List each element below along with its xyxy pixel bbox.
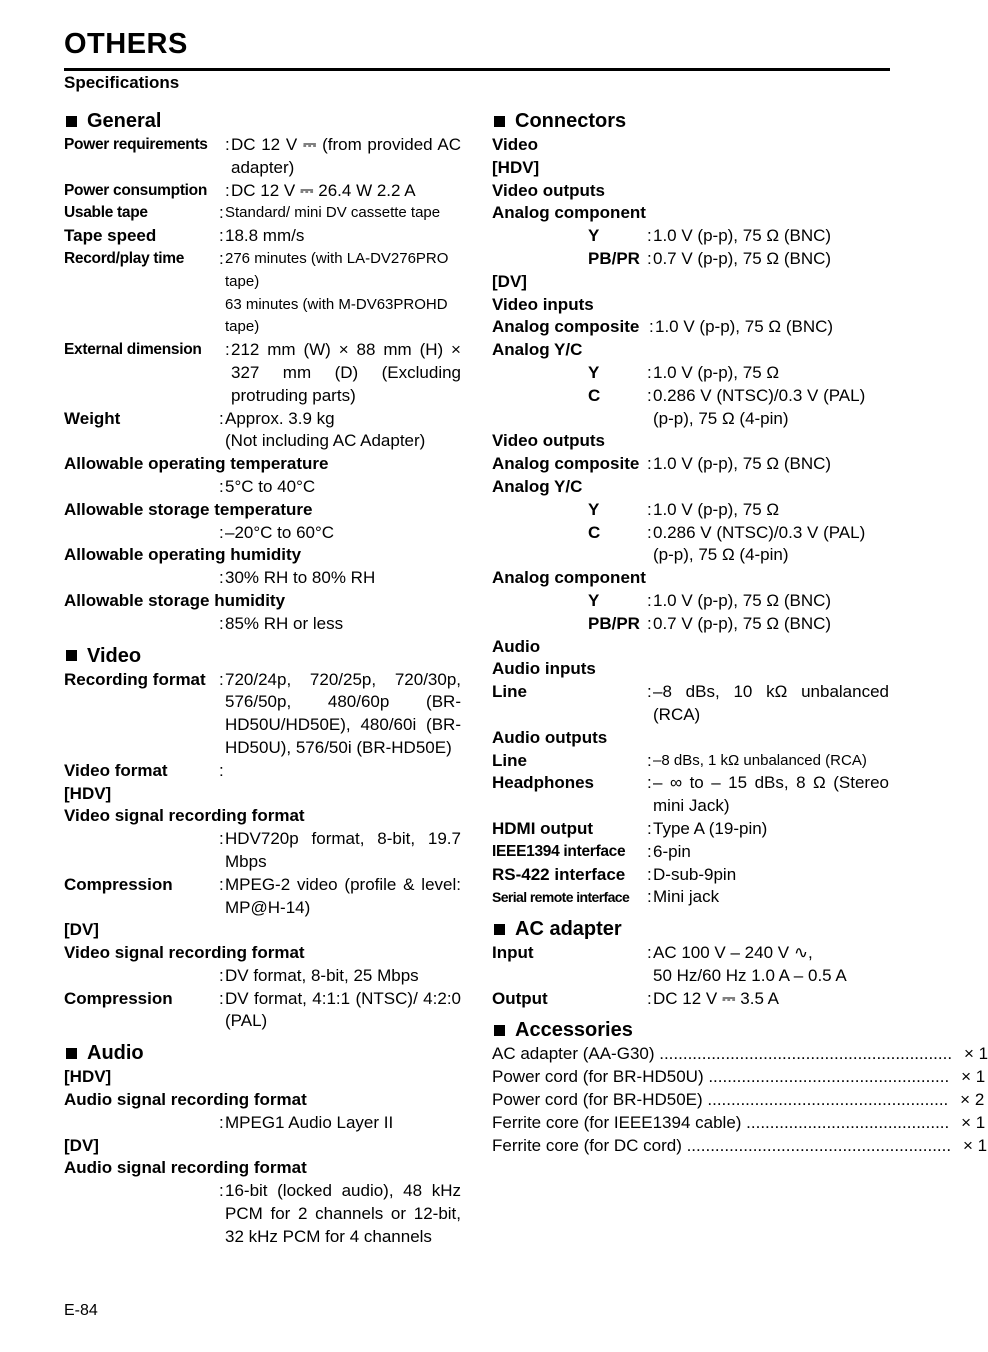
spec-label-video-signal-format: Video signal recording format <box>64 943 305 963</box>
square-bullet-icon <box>494 116 505 127</box>
square-bullet-icon <box>494 1025 505 1036</box>
spec-value-line: 63 minutes (with M-DV63PROHD tape) <box>225 295 448 336</box>
spec-label: C <box>588 385 601 405</box>
spec-value: –8 dBs, 10 kΩ unbalanced (RCA) <box>653 682 889 724</box>
spec-value-line: Approx. 3.9 kg <box>225 408 335 428</box>
spec-label: IEEE1394 interface <box>492 842 626 860</box>
audio-outputs-label: Audio outputs <box>492 727 608 747</box>
spec-value: 1.0 V (p-p), 75 Ω (BNC) <box>653 590 832 610</box>
spec-dv-audio-signal-format: : 16-bit (locked audio), 48 kHz PCM for 2 channels or 12-bit, 32 kHz PCM for 4 channels <box>64 1180 461 1248</box>
spec-output-analog-composite: Analog composite : 1.0 V (p-p), 75 Ω (BNC) <box>492 453 889 476</box>
page-number: E-84 <box>64 1302 98 1319</box>
spec-value: 6-pin <box>653 841 691 861</box>
section-heading: Audio <box>87 1042 144 1065</box>
spec-value: 18.8 mm/s <box>225 226 305 246</box>
spec-label-video-signal-format: Video signal recording format <box>64 806 305 826</box>
page-subtitle: Specifications <box>64 73 180 92</box>
spec-record-play-time: Record/play time : 276 minutes (with LA-DV276PRO tape) 63 minutes (with M-DV63PROHD tape) <box>64 248 461 339</box>
spec-value: 1.0 V (p-p), 75 Ω <box>653 499 780 519</box>
video-inputs-label: Video inputs <box>492 294 594 314</box>
spec-label-audio-signal-format: Audio signal recording format <box>64 1158 307 1178</box>
spec-value: 720/24p, 720/25p, 720/30p, 576/50p, 480/60p (BR-HD50U/HD50E), 480/60i (BR-HD50U), 576/50i (BR-HD50E) <box>225 669 461 757</box>
spec-label: C <box>588 522 601 542</box>
spec-label: Y <box>588 499 600 519</box>
spec-label: Input <box>492 943 534 963</box>
analog-yc-label: Analog Y/C <box>492 340 583 360</box>
accessory-name: Power cord (for BR-HD50U) ................................................... <box>492 1067 950 1087</box>
square-bullet-icon <box>66 116 77 127</box>
accessory-qty: × 1 <box>963 1044 988 1064</box>
spec-value: 1.0 V (p-p), 75 Ω (BNC) <box>653 226 832 246</box>
section-heading: General <box>87 110 162 132</box>
spec-label: Y <box>588 362 600 382</box>
spec-label: RS-422 interface <box>492 864 626 884</box>
accessory-item <box>492 1089 985 1112</box>
spec-label: Output <box>492 988 548 1008</box>
spec-label: PB/PR <box>588 613 640 633</box>
dv-tag: [DV] <box>492 271 527 291</box>
spec-label: External dimension <box>64 341 202 359</box>
spec-value <box>225 248 461 339</box>
spec-operating-temperature: : 5°C to 40°C <box>64 476 461 499</box>
page-title: OTHERS <box>64 28 188 60</box>
analog-yc-label: Analog Y/C <box>492 476 583 496</box>
spec-label: Record/play time <box>64 249 185 267</box>
spec-value <box>225 760 461 783</box>
spec-value-line: 50 Hz/60 Hz 1.0 A – 0.5 A <box>653 965 847 985</box>
spec-input-yc-c: C : 0.286 V (NTSC)/0.3 V (PAL) (p-p), 75 Ω (4-pin) <box>492 385 889 431</box>
square-bullet-icon <box>494 924 505 935</box>
spec-power-requirements: Power requirements : DC 12 V ⎓ (from provided AC adapter) <box>64 134 461 180</box>
accessory-qty: × 1 <box>961 1112 986 1132</box>
spec-value: MPEG-2 video (profile & level: MP@H-14) <box>225 874 461 917</box>
spec-power-consumption: Power consumption : DC 12 V ⎓ 26.4 W 2.2 A <box>64 180 461 203</box>
spec-tape-speed: Tape speed : 18.8 mm/s <box>64 225 461 248</box>
spec-dv-compression: Compression : DV format, 4:1:1 (NTSC)/ 4:2:0 (PAL) <box>64 988 461 1034</box>
square-bullet-icon <box>66 1048 77 1059</box>
spec-label: Compression <box>64 988 173 1008</box>
accessory-qty: × 1 <box>962 1135 988 1155</box>
spec-audio-line-out: Line : –8 dBs, 1 kΩ unbalanced (RCA) <box>492 750 889 773</box>
spec-value-line: AC 100 V – 240 V ∿, <box>653 943 813 963</box>
spec-value <box>653 942 889 988</box>
accessory-item <box>492 1066 986 1089</box>
spec-operating-humidity: : 30% RH to 80% RH <box>64 567 461 590</box>
spec-value: Type A (19-pin) <box>653 818 768 838</box>
accessory-item <box>492 1112 986 1135</box>
dv-tag: [DV] <box>64 1135 99 1155</box>
spec-hdmi-output: HDMI output : Type A (19-pin) <box>492 818 889 841</box>
section-ac-adapter <box>492 916 889 942</box>
spec-value: 212 mm (W) × 88 mm (H) × 327 mm (D) (Excluding protruding parts) <box>231 340 461 405</box>
spec-hdv-component-y: Y : 1.0 V (p-p), 75 Ω (BNC) <box>492 225 889 248</box>
accessory-name: Ferrite core (for IEEE1394 cable) ........................................... <box>492 1112 950 1132</box>
spec-value: – ∞ to – 15 dBs, 8 Ω (Stereo mini Jack) <box>653 773 889 816</box>
accessory-qty: × 2 <box>960 1090 985 1110</box>
accessory-name: Ferrite core (for DC cord) ........................................................ <box>492 1135 952 1155</box>
spec-output-component-pbpr: PB/PR : 0.7 V (p-p), 75 Ω (BNC) <box>492 613 889 636</box>
spec-input-yc-y: Y : 1.0 V (p-p), 75 Ω <box>492 362 889 385</box>
dv-tag: [DV] <box>64 920 99 940</box>
spec-label: Power consumption <box>64 181 208 199</box>
spec-value: DV format, 8-bit, 25 Mbps <box>225 965 419 985</box>
section-connectors <box>492 108 889 134</box>
spec-value: DC 12 V ⎓ 3.5 A <box>653 988 780 1008</box>
spec-video-format: Video format : <box>64 760 461 783</box>
spec-hdv-component-pbpr: PB/PR : 0.7 V (p-p), 75 Ω (BNC) <box>492 248 889 271</box>
spec-label: Recording format <box>64 669 206 689</box>
spec-value <box>225 408 461 454</box>
section-heading: Accessories <box>515 1019 633 1042</box>
video-outputs-label: Video outputs <box>492 180 606 200</box>
spec-value: –8 dBs, 1 kΩ unbalanced (RCA) <box>653 751 867 769</box>
section-audio <box>64 1040 461 1066</box>
spec-value: Standard/ mini DV cassette tape <box>225 204 441 222</box>
spec-label: Serial remote interface <box>492 889 630 906</box>
spec-label-operating-temperature: Allowable operating temperature <box>64 454 329 474</box>
spec-value: DV format, 4:1:1 (NTSC)/ 4:2:0 (PAL) <box>225 988 461 1031</box>
spec-hdv-video-signal-format: : HDV720p format, 8-bit, 19.7 Mbps <box>64 828 461 874</box>
spec-label: Power requirements <box>64 136 208 153</box>
spec-label: Y <box>588 226 600 246</box>
section-accessories <box>492 1017 889 1043</box>
hdv-tag: [HDV] <box>64 1067 112 1087</box>
spec-serial-remote: Serial remote interface : Mini jack <box>492 886 889 909</box>
spec-label: Weight <box>64 408 121 428</box>
spec-label: Line <box>492 750 527 770</box>
spec-value: 0.7 V (p-p), 75 Ω (BNC) <box>653 613 832 633</box>
spec-label: Headphones <box>492 773 595 793</box>
spec-output-component-y: Y : 1.0 V (p-p), 75 Ω (BNC) <box>492 590 889 613</box>
spec-label: Analog composite <box>492 454 640 474</box>
connectors-audio-label: Audio <box>492 636 541 656</box>
spec-external-dimension: External dimension : 212 mm (W) × 88 mm (H) × 327 mm (D) (Excluding protruding parts) <box>64 339 461 407</box>
spec-value: 5°C to 40°C <box>225 476 316 496</box>
spec-label: Compression <box>64 874 173 894</box>
spec-value: 1.0 V (p-p), 75 Ω (BNC) <box>653 454 832 474</box>
spec-recording-format: Recording format : 720/24p, 720/25p, 720/30p, 576/50p, 480/60p (BR-HD50U/HD50E), 480/60i (BR-HD50U), 576/50i (BR-HD50E) <box>64 669 461 760</box>
accessory-qty: × 1 <box>961 1067 986 1087</box>
accessory-name: Power cord (for BR-HD50E) ................................................... <box>492 1090 949 1110</box>
spec-label: Video format <box>64 760 168 780</box>
spec-value-line: 276 minutes (with LA-DV276PRO tape) <box>225 249 449 290</box>
spec-label: PB/PR <box>588 248 640 268</box>
analog-component-label: Analog component <box>492 203 646 223</box>
connectors-video-label: Video <box>492 135 538 154</box>
spec-rs422: RS-422 interface : D-sub-9pin <box>492 864 889 887</box>
spec-value: Mini jack <box>653 887 720 907</box>
section-heading: Connectors <box>515 110 627 132</box>
spec-output-yc-c: C : 0.286 V (NTSC)/0.3 V (PAL) (p-p), 75 Ω (4-pin) <box>492 522 889 568</box>
spec-value: 0.286 V (NTSC)/0.3 V (PAL) (p-p), 75 Ω (4-pin) <box>653 522 866 565</box>
spec-weight: Weight : Approx. 3.9 kg (Not including AC Adapter) <box>64 408 461 454</box>
spec-value: MPEG1 Audio Layer II <box>225 1112 394 1132</box>
spec-value: 0.7 V (p-p), 75 Ω (BNC) <box>653 248 832 268</box>
title-rule <box>64 68 890 71</box>
spec-hdv-compression: Compression : MPEG-2 video (profile & level: MP@H-14) <box>64 874 461 920</box>
spec-value: 16-bit (locked audio), 48 kHz PCM for 2 channels or 12-bit, 32 kHz PCM for 4 channels <box>225 1181 461 1246</box>
analog-component-label: Analog component <box>492 568 646 588</box>
spec-dv-video-signal-format: : DV format, 8-bit, 25 Mbps <box>64 965 461 988</box>
spec-label: Line <box>492 682 527 702</box>
accessory-item <box>492 1135 988 1158</box>
spec-usable-tape: Usable tape : Standard/ mini DV cassette tape <box>64 202 461 225</box>
accessory-name: AC adapter (AA-G30) .............................................................. <box>492 1044 953 1064</box>
section-general <box>64 108 461 134</box>
spec-value: 1.0 V (p-p), 75 Ω <box>653 362 780 382</box>
spec-ieee1394: IEEE1394 interface : 6-pin <box>492 841 889 864</box>
section-heading: AC adapter <box>515 918 622 941</box>
spec-audio-line-in: Line : –8 dBs, 10 kΩ unbalanced (RCA) <box>492 681 889 727</box>
spec-label-storage-humidity: Allowable storage humidity <box>64 590 286 610</box>
spec-label: HDMI output <box>492 818 594 838</box>
section-heading: Video <box>87 644 142 667</box>
spec-value: 1.0 V (p-p), 75 Ω (BNC) <box>655 317 834 337</box>
right-column <box>492 108 988 1157</box>
spec-label: Usable tape <box>64 204 148 222</box>
spec-storage-humidity: : 85% RH or less <box>64 613 461 636</box>
spec-value: –20°C to 60°C <box>225 522 335 542</box>
hdv-tag: [HDV] <box>64 783 112 803</box>
spec-label-audio-signal-format: Audio signal recording format <box>64 1090 307 1110</box>
spec-value: DC 12 V ⎓ 26.4 W 2.2 A <box>231 180 416 200</box>
spec-value: 85% RH or less <box>225 613 344 633</box>
spec-value: HDV720p format, 8-bit, 19.7 Mbps <box>225 829 461 871</box>
left-column <box>64 108 461 1249</box>
spec-headphones: Headphones : – ∞ to – 15 dBs, 8 Ω (Stereo mini Jack) <box>492 772 889 818</box>
hdv-tag: [HDV] <box>492 157 540 177</box>
spec-label: Tape speed <box>64 226 157 246</box>
spec-label: Y <box>588 590 600 610</box>
spec-label-storage-temperature: Allowable storage temperature <box>64 499 313 519</box>
spec-storage-temperature: : –20°C to 60°C <box>64 522 461 545</box>
spec-value: 0.286 V (NTSC)/0.3 V (PAL) (p-p), 75 Ω (4-pin) <box>653 385 866 428</box>
spec-label: Analog composite <box>492 317 640 337</box>
spec-value: DC 12 V ⎓ (from provided AC adapter) <box>231 135 461 177</box>
video-outputs-label: Video outputs <box>492 431 606 451</box>
spec-ac-output: Output : DC 12 V ⎓ 3.5 A <box>492 988 889 1011</box>
accessory-item <box>492 1043 988 1066</box>
square-bullet-icon <box>66 650 77 661</box>
spec-hdv-audio-signal-format: : MPEG1 Audio Layer II <box>64 1112 461 1135</box>
spec-value-line: (Not including AC Adapter) <box>225 431 426 451</box>
spec-ac-input: Input : AC 100 V – 240 V ∿, 50 Hz/60 Hz 1.0 A – 0.5 A <box>492 942 889 988</box>
spec-label-operating-humidity: Allowable operating humidity <box>64 545 302 565</box>
spec-input-analog-composite: Analog composite : 1.0 V (p-p), 75 Ω (BNC) <box>492 316 889 339</box>
spec-output-yc-y: Y : 1.0 V (p-p), 75 Ω <box>492 499 889 522</box>
audio-inputs-label: Audio inputs <box>492 659 596 679</box>
spec-value: D-sub-9pin <box>653 864 737 884</box>
section-video <box>64 643 461 669</box>
spec-value: 30% RH to 80% RH <box>225 568 376 588</box>
